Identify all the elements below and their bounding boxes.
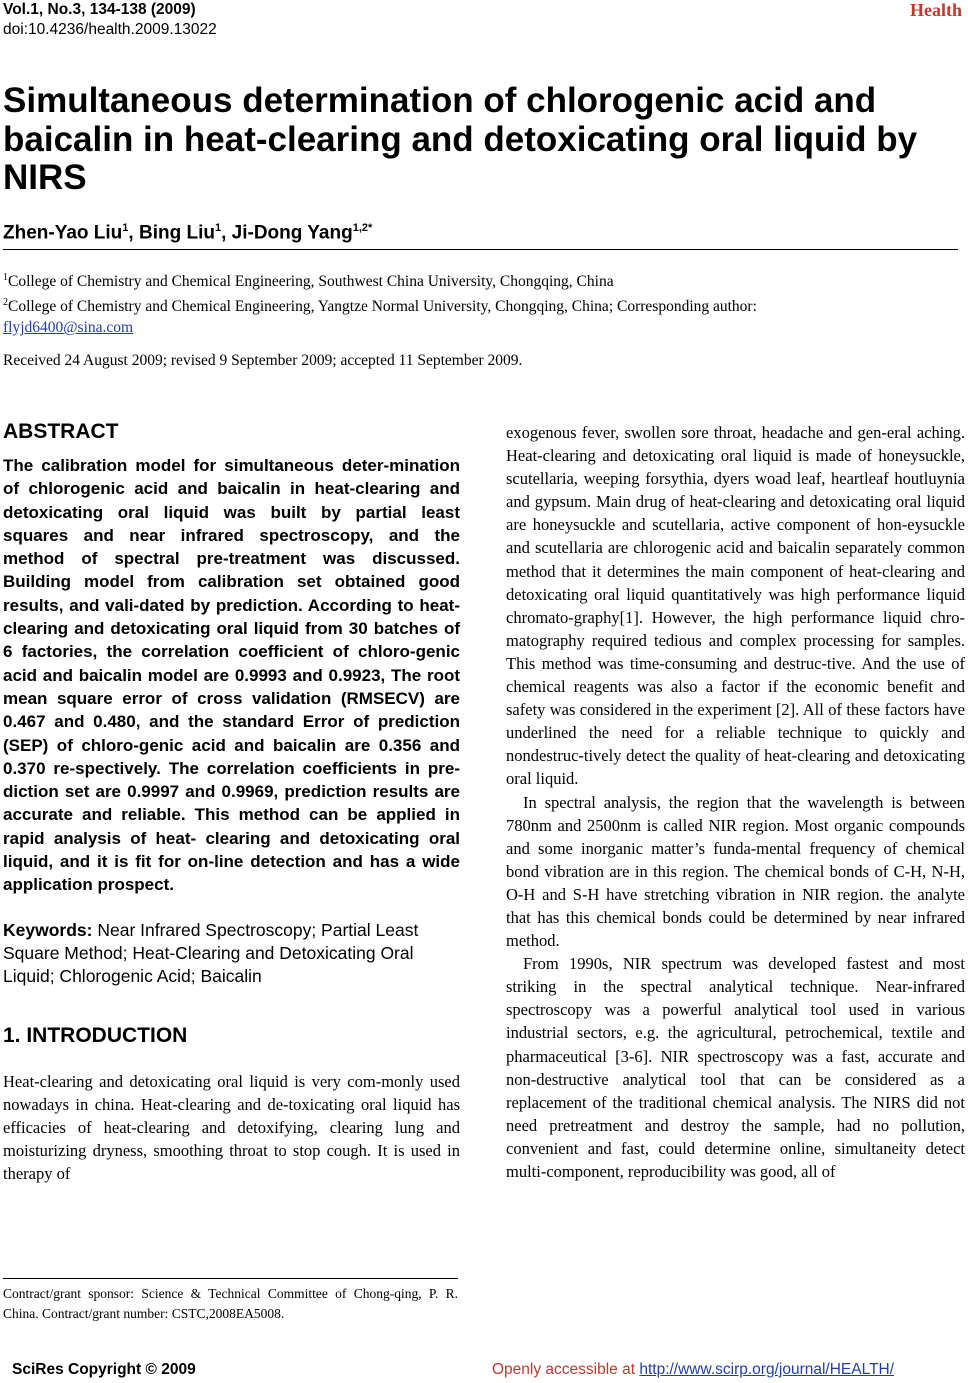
open-access-line [492,1361,894,1379]
copyright: SciRes Copyright © 2009 [12,1361,196,1378]
author-3-affil: 1,2* [352,222,373,234]
intro-paragraph-1-cont: exogenous fever, swollen sore throat, headache and gen-eral aching. Heat-clearing and detoxicating oral liquid is made of honeysuckle, scutellaria, weeping forsythia, dyers woad leaf, heartleaf houtluynia and gypsum. Main drug of heat-clearing and detoxicating oral liquid are honeysuckle and scutellaria, active component of hon-eysuckle and scutellaria are chlorogenic acid and baicalin separately common method that it determines the main component of heat-clearing and detoxicating oral liquid quantitatively was high performance liquid chromato-graphy[1]. However, the high performance liquid chro-matography required tedious and complex processing for samples. This method was time-consuming and destruc-tive. And the use of chemical reagents was also a factor if the economic benefit and safety was considered in the experiment [2]. All of these factors have underlined the need for a reliable technique to quickly and nondestruc-tively detect the quality of heat-clearing and detoxicating oral liquid. [506,423,965,789]
keywords-label: Keywords: [3,919,93,940]
running-header [3,0,217,40]
abstract-heading: ABSTRACT [3,420,119,443]
abstract-text: The calibration model for simultaneous deter-mination of chlorogenic acid and baicalin in heat-clearing and detoxicating oral liquid was built by partial least squares and near infrared spectroscopy, and the method of spectral pre-treatment was discussed. Building model from calibration set obtained good results, and vali-dated by prediction. According to heat-clearing and detoxicating oral liquid from 30 batches of 6 factories, the correlation coefficient of chloro-genic acid and baicalin model are 0.9993 and 0.9923, The root mean square error of cross validation (RMSECV) are 0.467 and 0.480, and the standard Error of prediction (SEP) of chloro-genic acid and baicalin are 0.356 and 0.370 re-spectively. The correlation coefficients in pre-diction set are 0.9997 and 0.9969, prediction results are accurate and reliable. This method can be applied in rapid analysis of heat- clearing and detoxicating oral liquid, and it is fit for on-line detection and has a wide application prospect. [3,456,460,895]
affiliation-2-text: College of Chemistry and Chemical Engineering, Yangtze Normal University, Chongqing, China; Corresponding author: [8,298,757,316]
doi: doi:10.4236/health.2009.13022 [3,21,217,38]
paper-title: Simultaneous determination of chlorogenic acid and baicalin in heat-clearing and detoxicating oral liquid by NIRS [3,81,918,197]
author-1-affil: 1 [122,222,129,234]
intro-paragraph-1: Heat-clearing and detoxicating oral liquid is very com-monly used nowadays in china. Heat-clearing and de-toxicating oral liquid has efficacies of heat-clearing and detoxifying, clearing lung and moisturizing dryness, smoothing throat to stop cough. It is used in therapy of [3,1071,460,1184]
affiliation-2-marker: 2 [3,297,8,309]
left-column [3,420,460,1185]
volume-info: Vol.1, No.3, 134-138 (2009) [3,1,196,18]
received-dates: Received 24 August 2009; revised 9 September 2009; accepted 11 September 2009. [3,352,523,369]
intro-text-right [506,421,965,1183]
intro-paragraph-2: In spectral analysis, the region that the wavelength is between 780nm and 2500nm is called NIR region. Most organic compounds and some inorganic matter’s funda-mental frequency of chemical bond vibration are in this region. The chemical bonds of C-H, N-H, O-H and S-H have stretching vibration in NIR region. the analyte that has this chemical bonds could be determined by near infrared method. [506,792,965,951]
funding-footnote: Contract/grant sponsor: Science & Technical Committee of Chong-qing, P. R. China. Contract/grant number: CSTC,2008EA5008. [3,1286,458,1321]
intro-text-left [3,1070,460,1185]
open-access-text: Openly accessible at [492,1361,636,1378]
intro-paragraph-3: From 1990s, NIR spectrum was developed fastest and most striking in the spectral analytical technique. Near-infrared spectroscopy was a powerful analytical tool used in various industrial sectors, e.g. the agricultural, petrochemical, textile and pharmaceutical [3-6]. NIR spectroscopy was a fast, accurate and non-destructive analytical tool that can be considered as a replacement of the traditional chemical analysis. The NIRS did not need pretreatment and destroy the sample, had no pollution, convenient and fast, could determine online, simultaneity detect multi-component, reproducibility was good, all of [506,954,965,1181]
journal-name: Health [910,0,962,20]
affiliation-1 [3,267,958,292]
keywords-text: Near Infrared Spectroscopy; Partial Least Square Method; Heat-Clearing and Detoxicating Oral Liquid; Chlorogenic Acid; Baicalin [3,919,419,986]
author-2-affil: 1 [214,222,222,234]
author-2: Bing Liu [138,222,215,244]
author-1: Zhen-Yao Liu [3,222,123,244]
title-divider [3,249,958,250]
footnote-divider [3,1278,458,1279]
intro-heading: 1. INTRODUCTION [3,1023,188,1047]
author-list: Zhen-Yao Liu$^1$, Bing Liu$^1$, Ji-Dong Yang$^{1,2*}$ [3,222,373,244]
affiliations [3,267,958,338]
affiliation-1-text: College of Chemistry and Chemical Engineering, Southwest China University, Chongqing, China [8,273,614,291]
keywords [3,919,460,988]
affiliation-2 [3,292,958,317]
affiliation-1-marker: 1 [3,272,8,283]
right-column [506,421,965,1183]
email-link[interactable]: flyjd6400@sina.com [3,319,134,337]
author-3: Ji-Dong Yang [231,222,353,244]
journal-url-link[interactable]: http://www.scirp.org/journal/HEALTH/ [639,1361,895,1378]
